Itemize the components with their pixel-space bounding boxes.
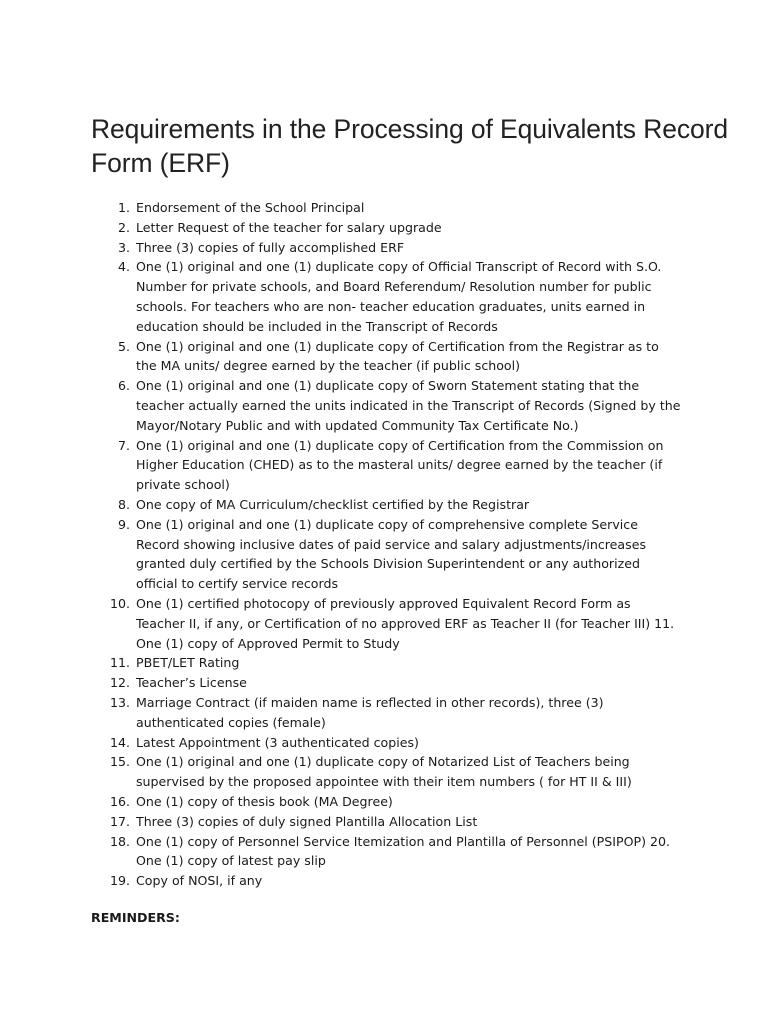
item-text: One (1) copy of thesis book (MA Degree) [136,793,393,809]
item-number: 6. [117,378,130,394]
item-number: 14. [109,734,130,750]
list-item [0,832,768,872]
item-number: 15. [109,754,130,770]
item-text: PBET/LET Rating [136,655,240,671]
item-text: Latest Appointment (3 authenticated copies) [136,734,419,750]
item-text: One (1) copy of Personnel Service Itemization and Plantilla of Personnel (PSIPOP) 20. One (1) copy of latest pay slip [136,833,671,869]
item-number: 4. [117,259,130,275]
item-number: 11. [109,655,130,671]
list-item [0,337,768,377]
item-text: One (1) original and one (1) duplicate copy of Official Transcript of Record with S.O. Number for private schools, and Board Referendum/ Resolution number for public schools. For teachers who are non- teacher education graduates, units earned in education should be included in the Transcript of Records [136,259,662,334]
list-item [0,733,768,753]
item-text: Letter Request of the teacher for salary upgrade [136,219,442,235]
item-number: 13. [109,694,130,710]
item-text: Teacher’s License [136,675,247,691]
item-text: Marriage Contract (if maiden name is reflected in other records), three (3) authenticated copies (female) [136,694,604,730]
list-item [0,238,768,258]
item-text: One (1) original and one (1) duplicate copy of Notarized List of Teachers being supervised by the proposed appointee with their item numbers ( for HT II & III) [136,754,632,790]
list-item [0,515,768,594]
item-text: Three (3) copies of fully accomplished ERF [136,239,405,255]
reminders-heading: REMINDERS: [91,910,180,925]
list-item [0,673,768,693]
list-item [0,257,768,336]
item-number: 5. [117,338,130,354]
item-number: 17. [109,813,130,829]
list-item [0,653,768,673]
requirements-list [0,198,768,891]
item-text: One (1) original and one (1) duplicate copy of comprehensive complete Service Record showing inclusive dates of paid service and salary adjustments/increases granted duly certified by the Schools Division Superintendent or any authorized official to certify service records [136,516,647,592]
item-number: 2. [117,219,130,235]
list-item [0,198,768,218]
item-number: 1. [117,200,130,215]
item-text: Three (3) copies of duly signed Plantilla Allocation List [136,813,478,829]
item-text: Endorsement of the School Principal [136,200,365,215]
list-item [0,376,768,435]
item-text: One (1) original and one (1) duplicate copy of Sworn Statement stating that the teacher actually earned the units indicated in the Transcript of Records (Signed by the Mayor/Notary Public and with updated Community Tax Certificate No.) [136,378,681,433]
list-item [0,495,768,515]
item-number: 9. [117,516,130,532]
list-item [0,436,768,495]
item-number: 8. [117,496,130,512]
item-number: 12. [109,675,130,691]
item-text: One (1) original and one (1) duplicate copy of Certification from the Commission on Higher Education (CHED) as to the masteral units/ degree earned by the teacher (if private school) [136,437,664,493]
item-number: 10. [109,595,130,611]
list-item [0,218,768,238]
list-item [0,792,768,812]
list-item [0,812,768,832]
list-item [0,752,768,792]
list-item [0,871,768,891]
item-text: Copy of NOSI, if any [136,873,263,889]
item-number: 18. [109,833,130,849]
item-number: 7. [117,437,130,453]
item-text: One copy of MA Curriculum/checklist certified by the Registrar [136,496,530,512]
item-text: One (1) certified photocopy of previously approved Equivalent Record Form as Teacher II, if any, or Certification of no approved ERF as Teacher II (for Teacher III) 11. One (1) copy of Approved Permit to Study [136,595,675,651]
item-text: One (1) original and one (1) duplicate copy of Certification from the Registrar as to the MA units/ degree earned by the teacher (if public school) [136,338,659,374]
item-number: 3. [117,239,130,255]
page-title: Requirements in the Processing of Equivalents Record Form (ERF) [91,114,729,178]
item-number: 16. [109,793,130,809]
list-item [0,693,768,733]
item-number: 19. [109,873,130,889]
list-item [0,594,768,653]
